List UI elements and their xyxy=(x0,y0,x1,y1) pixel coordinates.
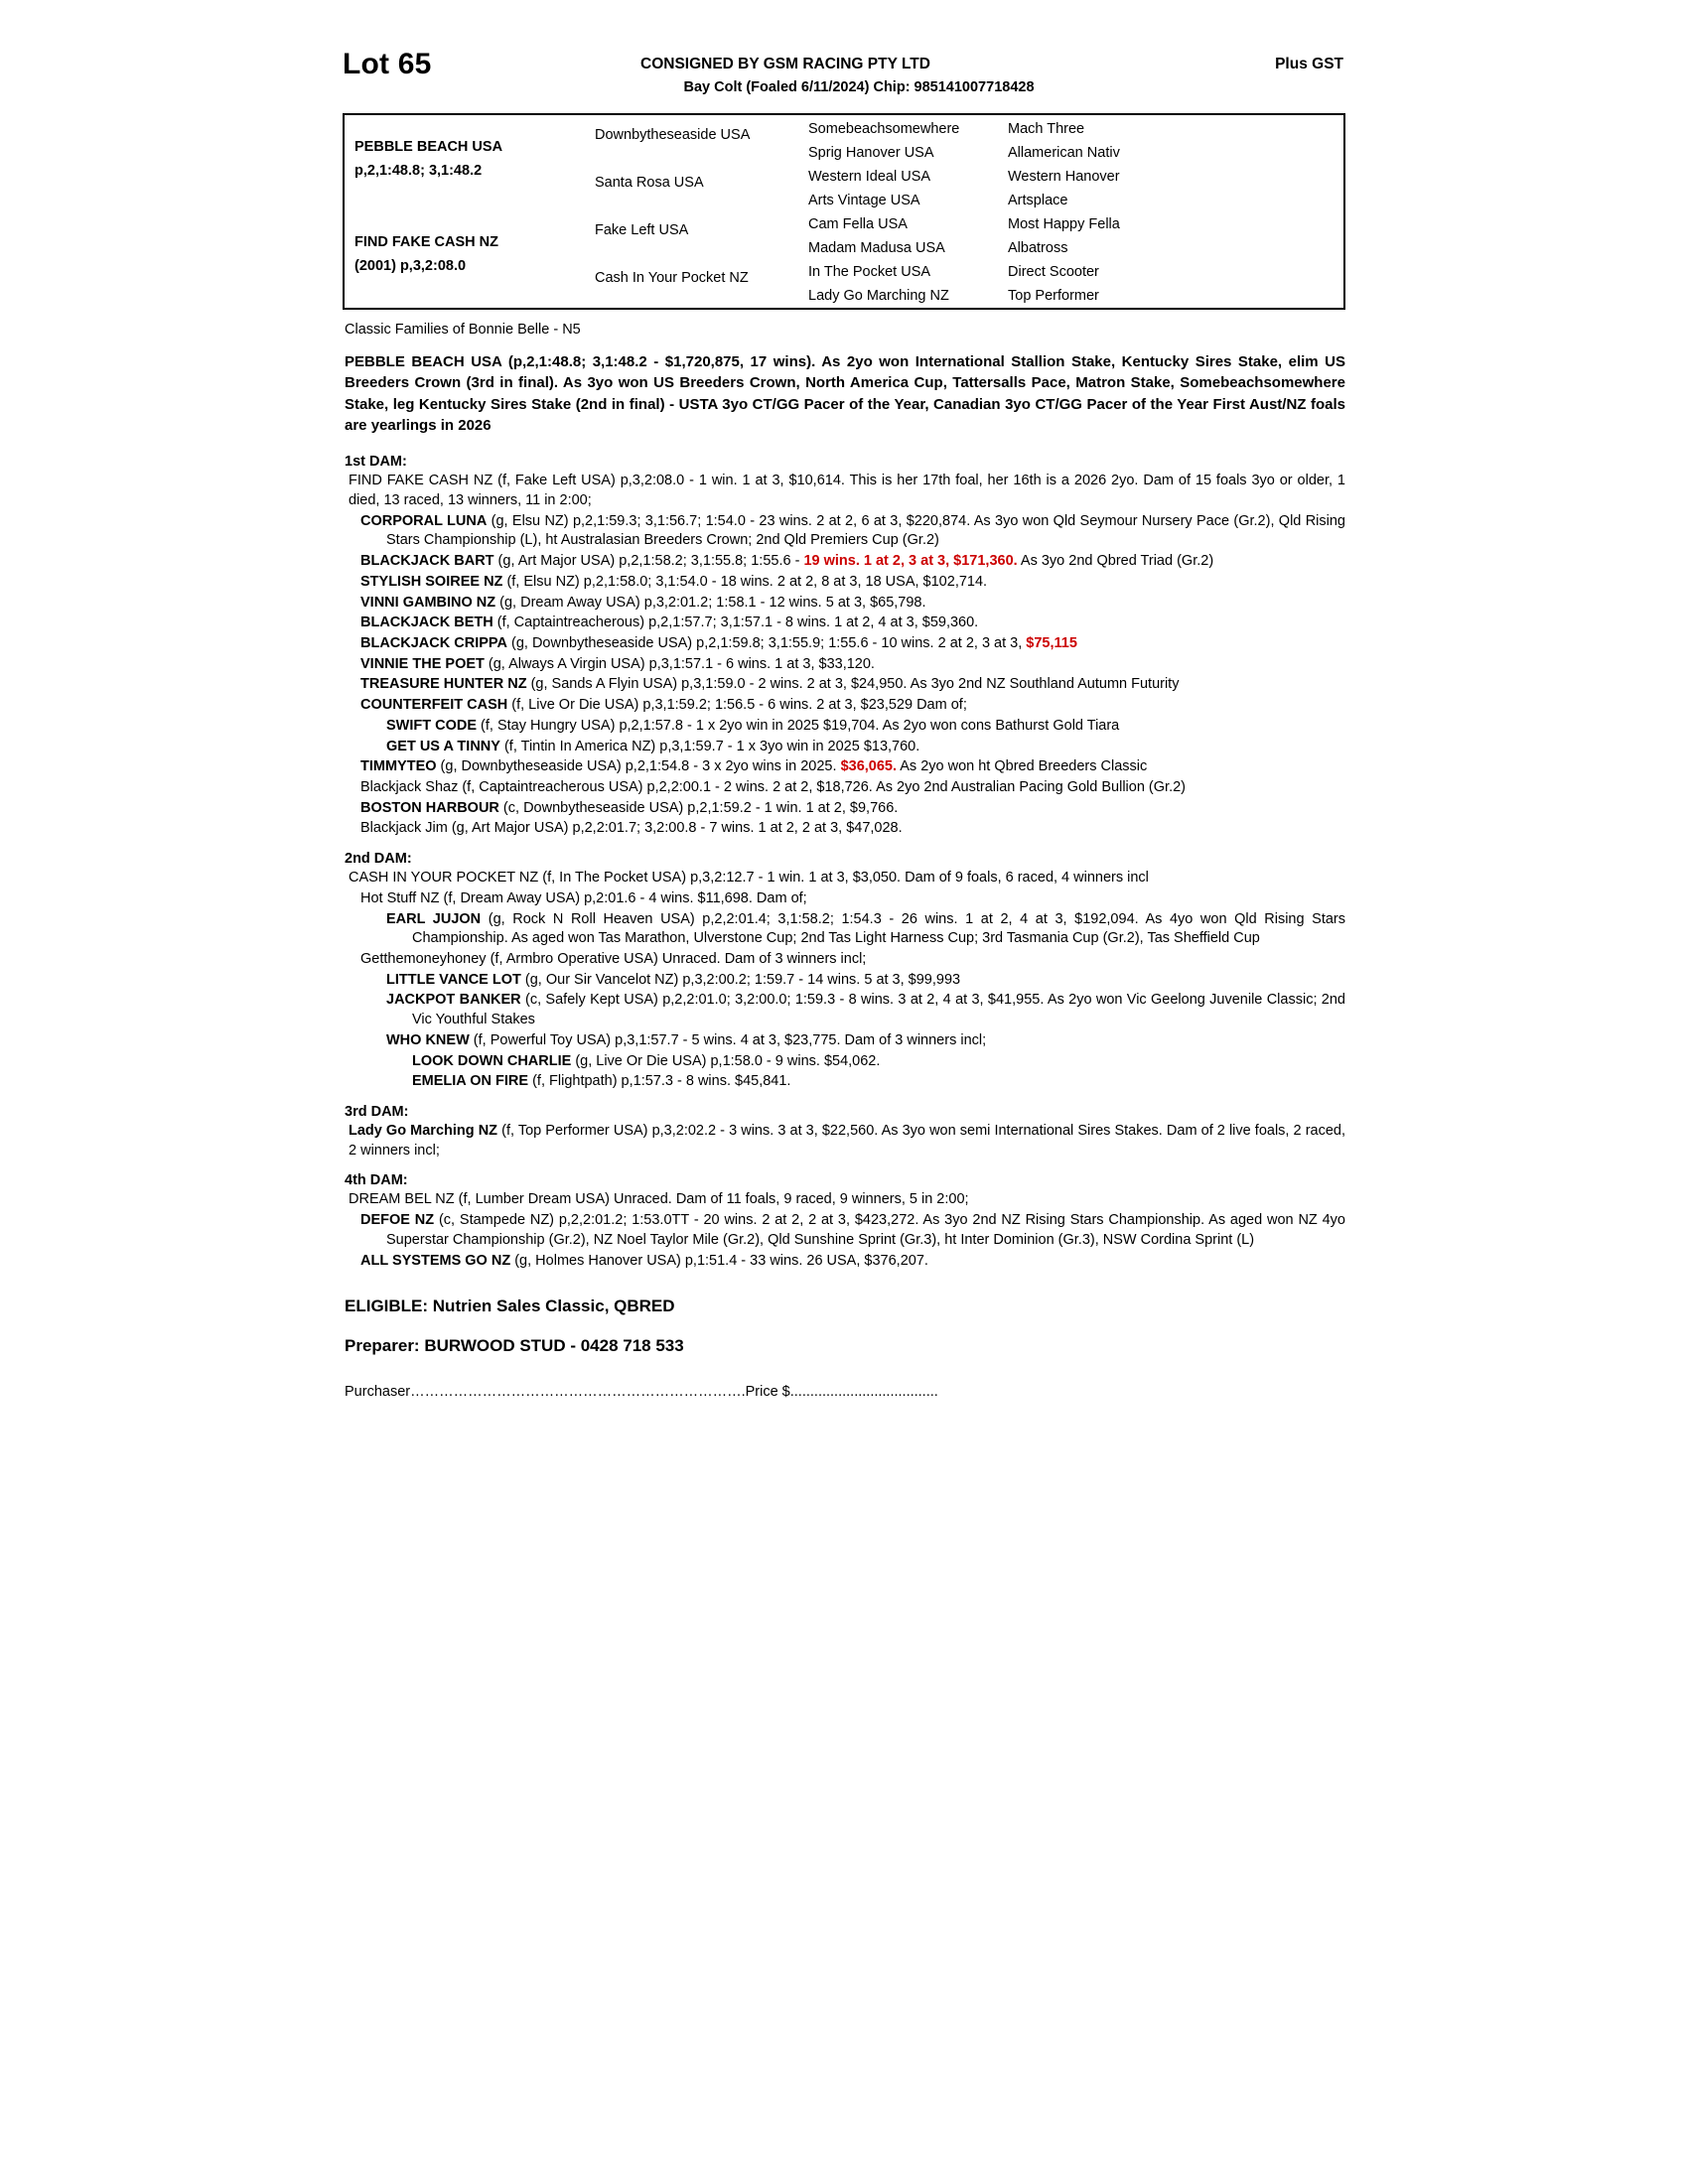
progeny-name: CORPORAL LUNA xyxy=(360,512,488,529)
progeny-detail-cont: As 3yo 2nd Qbred Triad (Gr.2) xyxy=(1017,553,1214,570)
animal-description: Bay Colt (Foaled 6/11/2024) Chip: 985141007718428 xyxy=(683,79,1035,95)
progeny-name: BLACKJACK BETH xyxy=(360,614,493,631)
eligible-line: ELIGIBLE: Nutrien Sales Classic, QBRED xyxy=(345,1297,675,1316)
dam-4-progeny xyxy=(343,1211,1345,1271)
pedigree-g4-item: Western Hanover xyxy=(1008,169,1120,185)
consignor-line: CONSIGNED BY GSM RACING PTY LTD xyxy=(640,56,930,72)
progeny-name: BLACKJACK BART xyxy=(360,553,494,570)
sire-blurb: PEBBLE BEACH USA (p,2,1:48.8; 3,1:48.2 - $1,720,875, 17 wins). As 2yo won International Stallion Stake, Kentucky Sires Stake, elim US Breeders Crown (3rd in final). As 3yo won US Breeders Crown, North America Cup, Tattersalls Pace, Matron Stake, Somebeachsomewhere Stake, leg Kentucky Sires Stake (2nd in final) - USTA 3yo CT/GG Pacer of the Year, Canadian 3yo CT/GG Pacer of the Year First Aust/NZ foals are yearlings in 2026 xyxy=(345,353,1345,434)
dam-heading-1: 1st DAM: xyxy=(345,454,407,471)
progeny-detail: (f, Live Or Die USA) p,3,1:59.2; 1:56.5 - 6 wins. 2 at 3, $23,529 Dam of; xyxy=(507,697,967,714)
progeny-entry xyxy=(343,1052,1345,1072)
pedigree-g3-item: Somebeachsomewhere xyxy=(808,121,960,137)
pedigree-g3-item: Cam Fella USA xyxy=(808,216,908,232)
progeny-entry xyxy=(343,1252,1345,1272)
progeny-detail: (c, Downbytheseaside USA) p,2,1:59.2 - 1 win. 1 at 2, $9,766. xyxy=(498,799,899,816)
progeny-detail: (f, Armbro Operative USA) Unraced. Dam of 3 winners incl; xyxy=(486,951,867,967)
pedigree-g4-item: Artsplace xyxy=(1008,193,1068,208)
progeny-entry xyxy=(343,799,1345,819)
dam-3-name: Lady Go Marching NZ xyxy=(349,1123,498,1140)
progeny-highlight: $36,065. xyxy=(840,758,898,775)
progeny-detail: (g, Our Sir Vancelot NZ) p,3,2:00.2; 1:59.7 - 14 wins. 5 at 3, $99,993 xyxy=(520,971,961,988)
sire-name: PEBBLE BEACH USA xyxy=(354,139,503,155)
dam-3-head xyxy=(343,1122,1345,1160)
progeny-entry xyxy=(343,573,1345,593)
preparer-line: Preparer: BURWOOD STUD - 0428 718 533 xyxy=(345,1336,684,1356)
classic-families-line: Classic Families of Bonnie Belle - N5 xyxy=(345,322,581,338)
pedigree-g3-item: In The Pocket USA xyxy=(808,264,931,280)
progeny-detail: (g, Rock N Roll Heaven USA) p,2,2:01.4; 3,1:58.2; 1:54.3 - 26 wins. 1 at 2, 4 at 3, $192,094. As 4yo won Qld Rising Stars Championship. As aged won Tas Marathon, Ulverstone Cup; 2nd Tas Light Harness Cup; 3rd Tasmania Cup (Gr.2), Tas Sheffield Cup xyxy=(412,910,1345,947)
pedigree-g3-item: Madam Madusa USA xyxy=(808,240,945,256)
progeny-entry xyxy=(343,594,1345,614)
progeny-name: ALL SYSTEMS GO NZ xyxy=(360,1252,511,1269)
progeny-entry xyxy=(343,738,1345,757)
pedigree-g4-item: Mach Three xyxy=(1008,121,1085,137)
pedigree-g3-item: Lady Go Marching NZ xyxy=(808,288,949,304)
progeny-name: GET US A TINNY xyxy=(386,738,500,754)
progeny-entry xyxy=(343,634,1345,654)
dam-4-detail: (f, Lumber Dream USA) Unraced. Dam of 11 foals, 9 raced, 9 winners, 5 in 2:00; xyxy=(454,1191,969,1208)
grandsire-1: Downbytheseaside USA xyxy=(595,127,751,143)
progeny-detail-cont: As 2yo won ht Qbred Breeders Classic xyxy=(897,758,1148,775)
pedigree-g3-item: Arts Vintage USA xyxy=(808,193,920,208)
progeny-entry xyxy=(343,717,1345,737)
progeny-entry xyxy=(343,614,1345,633)
progeny-detail: (g, Dream Away USA) p,3,2:01.2; 1:58.1 - 12 wins. 5 at 3, $65,798. xyxy=(495,594,926,611)
progeny-name: LITTLE VANCE LOT xyxy=(386,971,521,988)
progeny-entry xyxy=(343,1072,1345,1092)
progeny-detail: (f, Dream Away USA) p,2:01.6 - 4 wins. $11,698. Dam of; xyxy=(439,889,807,906)
pedigree-g3-item: Sprig Hanover USA xyxy=(808,145,934,161)
progeny-name: VINNI GAMBINO NZ xyxy=(360,594,496,611)
dam-4-head xyxy=(343,1190,1345,1210)
progeny-name: EMELIA ON FIRE xyxy=(412,1073,529,1090)
progeny-name: Blackjack Shaz xyxy=(360,778,459,795)
progeny-name: Hot Stuff NZ xyxy=(360,889,440,906)
progeny-name: LOOK DOWN CHARLIE xyxy=(412,1052,572,1069)
pedigree-g4-item: Most Happy Fella xyxy=(1008,216,1120,232)
dam-2-progeny xyxy=(343,889,1345,1092)
pedigree-g4-item: Top Performer xyxy=(1008,288,1099,304)
progeny-name: Getthemoneyhoney xyxy=(360,951,487,967)
pedigree-g4-item: Albatross xyxy=(1008,240,1068,256)
gst-note: Plus GST xyxy=(1275,56,1343,72)
granddam-2: Cash In Your Pocket NZ xyxy=(595,270,749,286)
progeny-name: COUNTERFEIT CASH xyxy=(360,697,508,714)
pedigree-col-great-great-grandparents xyxy=(1008,115,1206,308)
progeny-entry xyxy=(343,910,1345,949)
dam-2-detail: (f, In The Pocket USA) p,3,2:12.7 - 1 win. 1 at 3, $3,050. Dam of 9 foals, 6 raced, 4 winners incl xyxy=(538,870,1149,887)
progeny-detail: (g, Downbytheseaside USA) p,2,1:59.8; 3,1:55.9; 1:55.6 - 10 wins. 2 at 2, 3 at 3, xyxy=(506,634,1027,651)
dam-1-name: FIND FAKE CASH NZ xyxy=(349,473,493,489)
dam-heading-4: 4th DAM: xyxy=(345,1172,408,1189)
catalogue-sheet xyxy=(343,40,1345,1400)
pedigree-g4-item: Allamerican Nativ xyxy=(1008,145,1120,161)
progeny-name: DEFOE NZ xyxy=(360,1212,435,1229)
progeny-name: BLACKJACK CRIPPA xyxy=(360,634,507,651)
page-header xyxy=(343,40,1345,105)
progeny-detail: (g, Holmes Hanover USA) p,1:51.4 - 33 wins. 26 USA, $376,207. xyxy=(510,1252,928,1269)
dam-1-detail: (f, Fake Left USA) p,3,2:08.0 - 1 win. 1 at 3, $10,614. This is her 17th foal, her 16th is a 2026 2yo. Dam of 15 foals 3yo or older, 1 died, 13 raced, 13 winners, 11 in 2:00; xyxy=(349,473,1345,508)
dam-heading-2: 2nd DAM: xyxy=(345,851,412,868)
progeny-name: BOSTON HARBOUR xyxy=(360,799,499,816)
progeny-entry xyxy=(343,696,1345,716)
progeny-entry xyxy=(343,991,1345,1029)
progeny-entry xyxy=(343,778,1345,798)
progeny-detail: (g, Sands A Flyin USA) p,3,1:59.0 - 2 wins. 2 at 3, $24,950. As 3yo 2nd NZ Southland Autumn Futurity xyxy=(526,676,1180,693)
progeny-detail: (g, Art Major USA) p,2,2:01.7; 3,2:00.8 - 7 wins. 1 at 2, 2 at 3, $47,028. xyxy=(447,820,903,837)
dam-2-name: CASH IN YOUR POCKET NZ xyxy=(349,870,539,887)
progeny-name: JACKPOT BANKER xyxy=(386,992,521,1009)
progeny-detail: (f, Tintin In America NZ) p,3,1:59.7 - 1 x 3yo win in 2025 $13,760. xyxy=(499,738,920,754)
pedigree-g4-item: Direct Scooter xyxy=(1008,264,1099,280)
dam-record: (2001) p,3,2:08.0 xyxy=(354,258,467,274)
progeny-name: EARL JUJON xyxy=(386,910,482,927)
progeny-detail: (f, Captaintreacherous USA) p,2,2:00.1 - 2 wins. 2 at 2, $18,726. As 2yo 2nd Australian Pacing Gold Bullion (Gr.2) xyxy=(458,778,1186,795)
progeny-entry xyxy=(343,971,1345,991)
purchaser-line: Purchaser…………………………………………………………….Price $..................................... xyxy=(345,1384,938,1401)
progeny-name: TREASURE HUNTER NZ xyxy=(360,676,527,693)
progeny-entry xyxy=(343,675,1345,695)
pedigree-table xyxy=(343,113,1345,310)
pedigree-col-parents xyxy=(354,115,593,308)
progeny-detail: (c, Stampede NZ) p,2,2:01.2; 1:53.0TT - 20 wins. 2 at 2, 2 at 3, $423,272. As 3yo 2nd NZ Rising Stars Championship. As aged won NZ 4yo Superstar Championship (Gr.2), NZ Noel Taylor Mile (Gr.2), Qld Sunshine Sprint (Gr.3), ht Inter Dominion (Gr.3), NSW Cordina Sprint (L) xyxy=(386,1212,1345,1248)
progeny-detail: (g, Art Major USA) p,2,1:58.2; 3,1:55.8; 1:55.6 - xyxy=(493,553,804,570)
sire-record: p,2,1:48.8; 3,1:48.2 xyxy=(354,163,483,179)
dam-1-head xyxy=(343,472,1345,510)
progeny-detail: (f, Flightpath) p,1:57.3 - 8 wins. $45,841. xyxy=(528,1073,791,1090)
dam-1-progeny xyxy=(343,512,1345,840)
progeny-detail: (f, Elsu NZ) p,2,1:58.0; 3,1:54.0 - 18 wins. 2 at 2, 8 at 3, 18 USA, $102,714. xyxy=(502,573,988,590)
grandsire-2: Fake Left USA xyxy=(595,222,689,238)
dam-heading-3: 3rd DAM: xyxy=(345,1104,409,1121)
progeny-name: WHO KNEW xyxy=(386,1031,470,1048)
progeny-entry xyxy=(343,819,1345,839)
progeny-name: Blackjack Jim xyxy=(360,820,448,837)
pedigree-col-grandparents xyxy=(595,115,808,308)
granddam-1: Santa Rosa USA xyxy=(595,175,704,191)
progeny-name: VINNIE THE POET xyxy=(360,655,485,672)
pedigree-g3-item: Western Ideal USA xyxy=(808,169,931,185)
progeny-highlight: $75,115 xyxy=(1026,634,1077,651)
progeny-highlight: 19 wins. 1 at 2, 3 at 3, $171,360. xyxy=(803,553,1018,570)
progeny-entry xyxy=(343,512,1345,551)
progeny-entry xyxy=(343,1211,1345,1250)
dam-2-head xyxy=(343,869,1345,888)
progeny-detail: (g, Always A Virgin USA) p,3,1:57.1 - 6 wins. 1 at 3, $33,120. xyxy=(484,655,875,672)
pedigree-col-great-grandparents xyxy=(808,115,1007,308)
lot-number: Lot 65 xyxy=(343,48,432,80)
progeny-name: TIMMYTEO xyxy=(360,758,437,775)
progeny-detail: (g, Live Or Die USA) p,1:58.0 - 9 wins. $54,062. xyxy=(571,1052,881,1069)
progeny-entry xyxy=(343,950,1345,970)
dam-4-name: DREAM BEL NZ xyxy=(349,1191,455,1208)
progeny-detail: (c, Safely Kept USA) p,2,2:01.0; 3,2:00.0; 1:59.3 - 8 wins. 3 at 2, 4 at 3, $41,955. As 2yo won Vic Geelong Juvenile Classic; 2nd Vic Youthful Stakes xyxy=(412,992,1345,1028)
progeny-name: STYLISH SOIREE NZ xyxy=(360,573,503,590)
dam-3-detail: (f, Top Performer USA) p,3,2:02.2 - 3 wins. 3 at 3, $22,560. As 3yo won semi International Sires Stakes. Dam of 2 live foals, 2 raced, 2 winners incl; xyxy=(349,1123,1345,1159)
progeny-entry xyxy=(343,552,1345,572)
progeny-entry xyxy=(343,655,1345,675)
dam-name: FIND FAKE CASH NZ xyxy=(354,234,498,250)
progeny-detail: (f, Captaintreacherous) p,2,1:57.7; 3,1:57.1 - 8 wins. 1 at 2, 4 at 3, $59,360. xyxy=(492,614,979,631)
progeny-entry xyxy=(343,889,1345,909)
progeny-detail: (f, Stay Hungry USA) p,2,1:57.8 - 1 x 2yo win in 2025 $19,704. As 2yo won cons Bathurst Gold Tiara xyxy=(477,717,1120,734)
progeny-detail: (g, Downbytheseaside USA) p,2,1:54.8 - 3 x 2yo wins in 2025. xyxy=(436,758,841,775)
progeny-detail: (g, Elsu NZ) p,2,1:59.3; 3,1:56.7; 1:54.0 - 23 wins. 2 at 2, 6 at 3, $220,874. As 3yo won Qld Seymour Nursery Pace (Gr.2), Qld Rising Stars Championship (L), ht Australasian Breeders Crown; 2nd Qld Premiers Cup (Gr.2) xyxy=(386,512,1345,549)
progeny-detail: (f, Powerful Toy USA) p,3,1:57.7 - 5 wins. 4 at 3, $23,775. Dam of 3 winners incl; xyxy=(469,1031,987,1048)
progeny-name: SWIFT CODE xyxy=(386,717,478,734)
progeny-entry xyxy=(343,1031,1345,1051)
progeny-entry xyxy=(343,757,1345,777)
